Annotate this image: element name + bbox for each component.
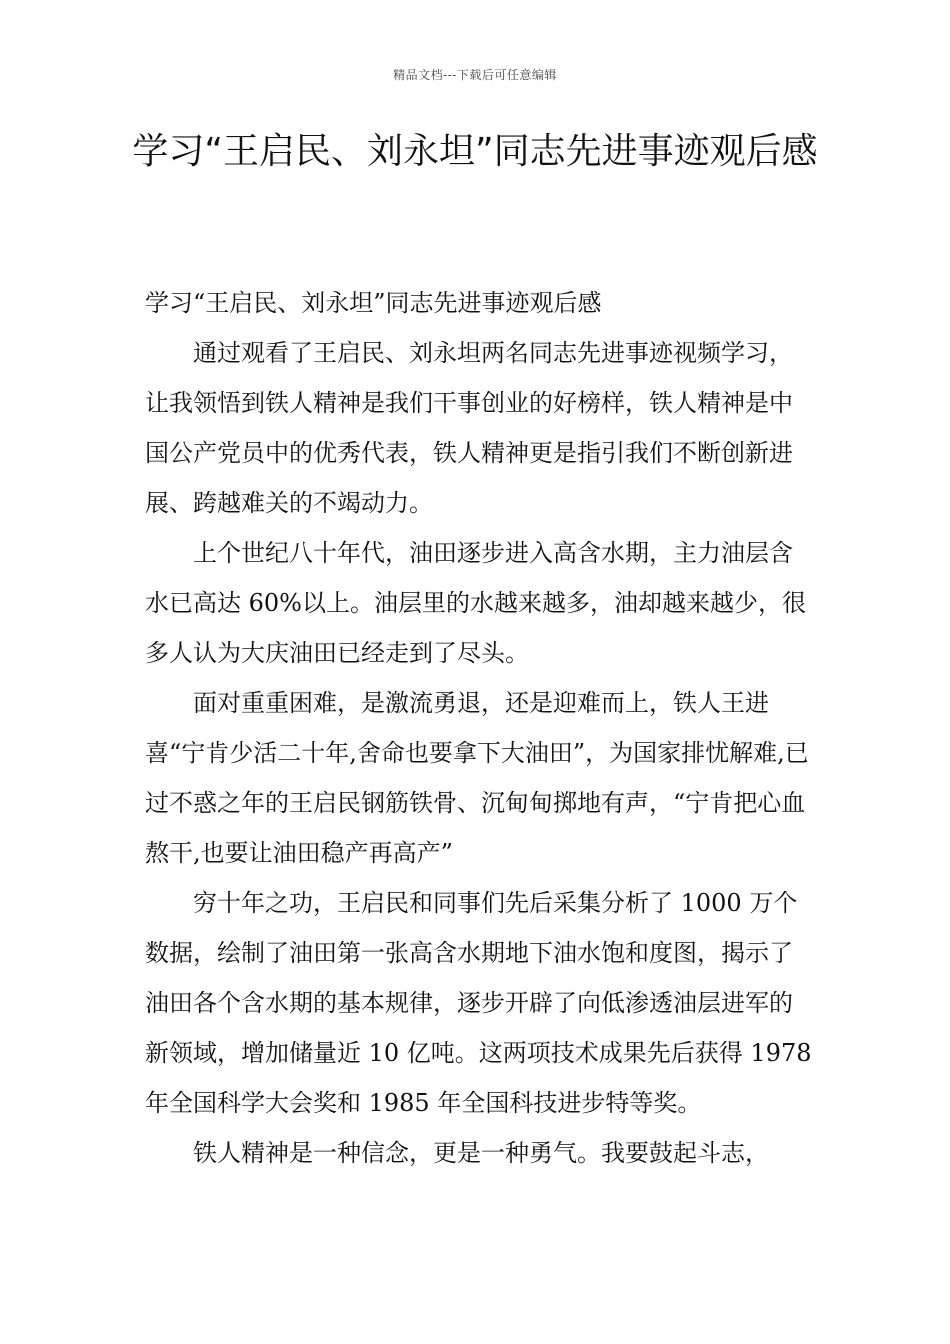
document-body xyxy=(145,278,815,1178)
body-subtitle: 学习“王启民、刘永坦”同志先进事迹观后感 xyxy=(145,289,602,317)
body-paragraph: 面对重重困难，是激流勇退，还是迎难而上，铁人王进喜“宁肯少活二十年,舍命也要拿下大油田”，为国家排忧解难,已过不惑之年的王启民钢筋铁骨、沉甸甸掷地有声，“宁肯把心血熬干,也要让油田稳产再高产” xyxy=(145,689,809,867)
body-paragraph: 上个世纪八十年代，油田逐步进入高含水期，主力油层含水已高达 60%以上。油层里的水越来越多，油却越来越少，很多人认为大庆油田已经走到了尽头。 xyxy=(145,539,806,667)
body-paragraph: 穷十年之功，王启民和同事们先后采集分析了 1000 万个数据，绘制了油田第一张高含水期地下油水饱和度图，揭示了油田各个含水期的基本规律，逐步开辟了向低渗透油层进军的新领域，增加储量近 10 亿吨。这两项技术成果先后获得 1978 年全国科学大会奖和 1985 年全国科技进步特等奖。 xyxy=(145,889,812,1117)
body-paragraph: 通过观看了王启民、刘永坦两名同志先进事迹视频学习，让我领悟到铁人精神是我们干事创业的好榜样，铁人精神是中国公产党员中的优秀代表，铁人精神更是指引我们不断创新进展、跨越难关的不竭动力。 xyxy=(145,339,793,517)
header-note: 精品文档---下载后可任意编辑 xyxy=(393,68,557,82)
body-paragraph: 铁人精神是一种信念，更是一种勇气。我要鼓起斗志， xyxy=(193,1139,769,1167)
document-title: 学习“王启民、刘永坦”同志先进事迹观后感 xyxy=(132,131,818,172)
